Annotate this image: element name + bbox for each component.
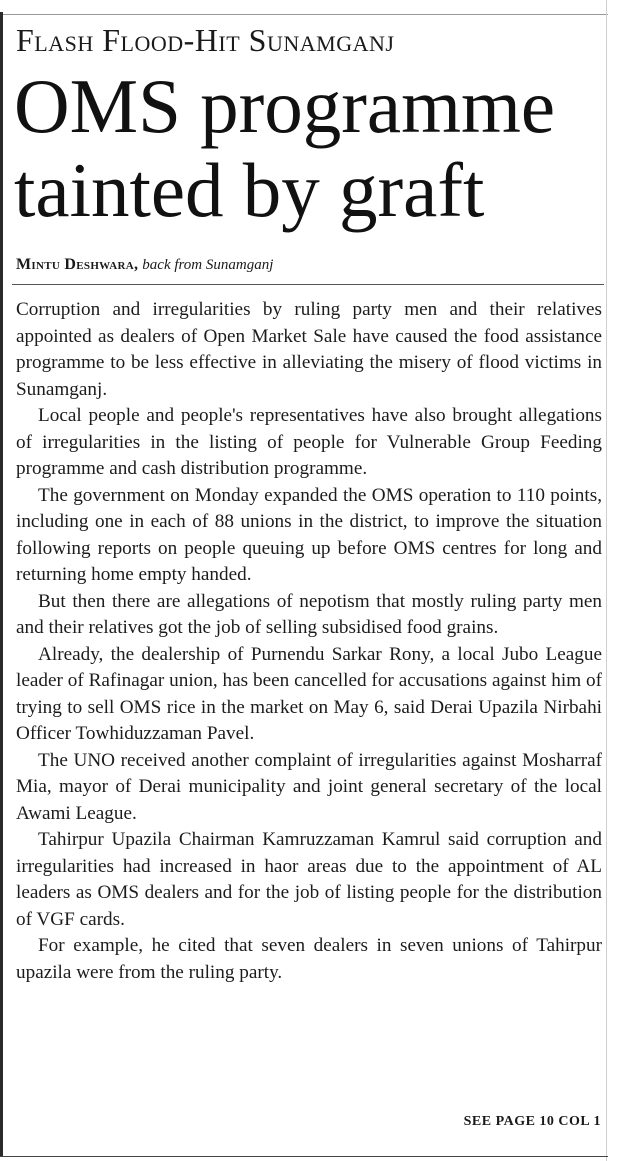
paragraph: The government on Monday expanded the OMS operation to 110 points, including one in each of 88 unions in the district, to improve the situation following reports on people queuing up before OMS centres for long and returning home empty handed. (16, 484, 602, 585)
bottom-rule (0, 1156, 608, 1157)
paragraph: Tahirpur Upazila Chairman Kamruzzaman Kamrul said corruption and irregularities had increased in haor areas due to the appointment of AL leaders as OMS dealers and for the job of listing people for the distribution of VGF cards. (16, 829, 602, 930)
article-body (16, 297, 602, 986)
paragraph: Corruption and irregularities by ruling party men and their relatives appointed as dealers of Open Market Sale have caused the food assistance programme to be less effective in alleviating the misery of flood victims in Sunamganj. (16, 299, 602, 400)
kicker-headline: Flash Flood-Hit Sunamganj (16, 22, 395, 58)
right-edge-rule (606, 0, 607, 1161)
headline-line-1: OMS programme (14, 63, 556, 149)
paragraph: But then there are allegations of nepotism that mostly ruling party men and their relatives got the job of selling subsidised food grains. (16, 590, 602, 638)
byline (16, 256, 273, 274)
continuation-jump-line: SEE PAGE 10 COL 1 (463, 1114, 601, 1129)
paragraph: Already, the dealership of Purnendu Sarkar Rony, a local Jubo League leader of Rafinagar union, has been cancelled for accusations against him of trying to sell OMS rice in the market on May 6, said Derai Upazila Nirbahi Officer Towhiduzzaman Pavel. (16, 643, 602, 744)
paragraph: The UNO received another complaint of irregularities against Mosharraf Mia, mayor of Derai municipality and joint general secretary of the local Awami League. (16, 749, 602, 824)
byline-author: Mintu Deshwara, (16, 256, 139, 273)
top-rule (0, 14, 608, 15)
headline-line-2: tainted by graft (14, 147, 485, 233)
byline-dateline: back from Sunamganj (142, 257, 274, 273)
paragraph: Local people and people's representatives have also brought allegations of irregularities in the listing of people for Vulnerable Group Feeding programme and cash distribution programme. (16, 405, 602, 479)
paragraph: For example, he cited that seven dealers in seven unions of Tahirpur upazila were from the ruling party. (16, 935, 602, 983)
headline (14, 64, 604, 232)
left-column-rule (0, 12, 3, 1157)
byline-divider (12, 284, 604, 285)
